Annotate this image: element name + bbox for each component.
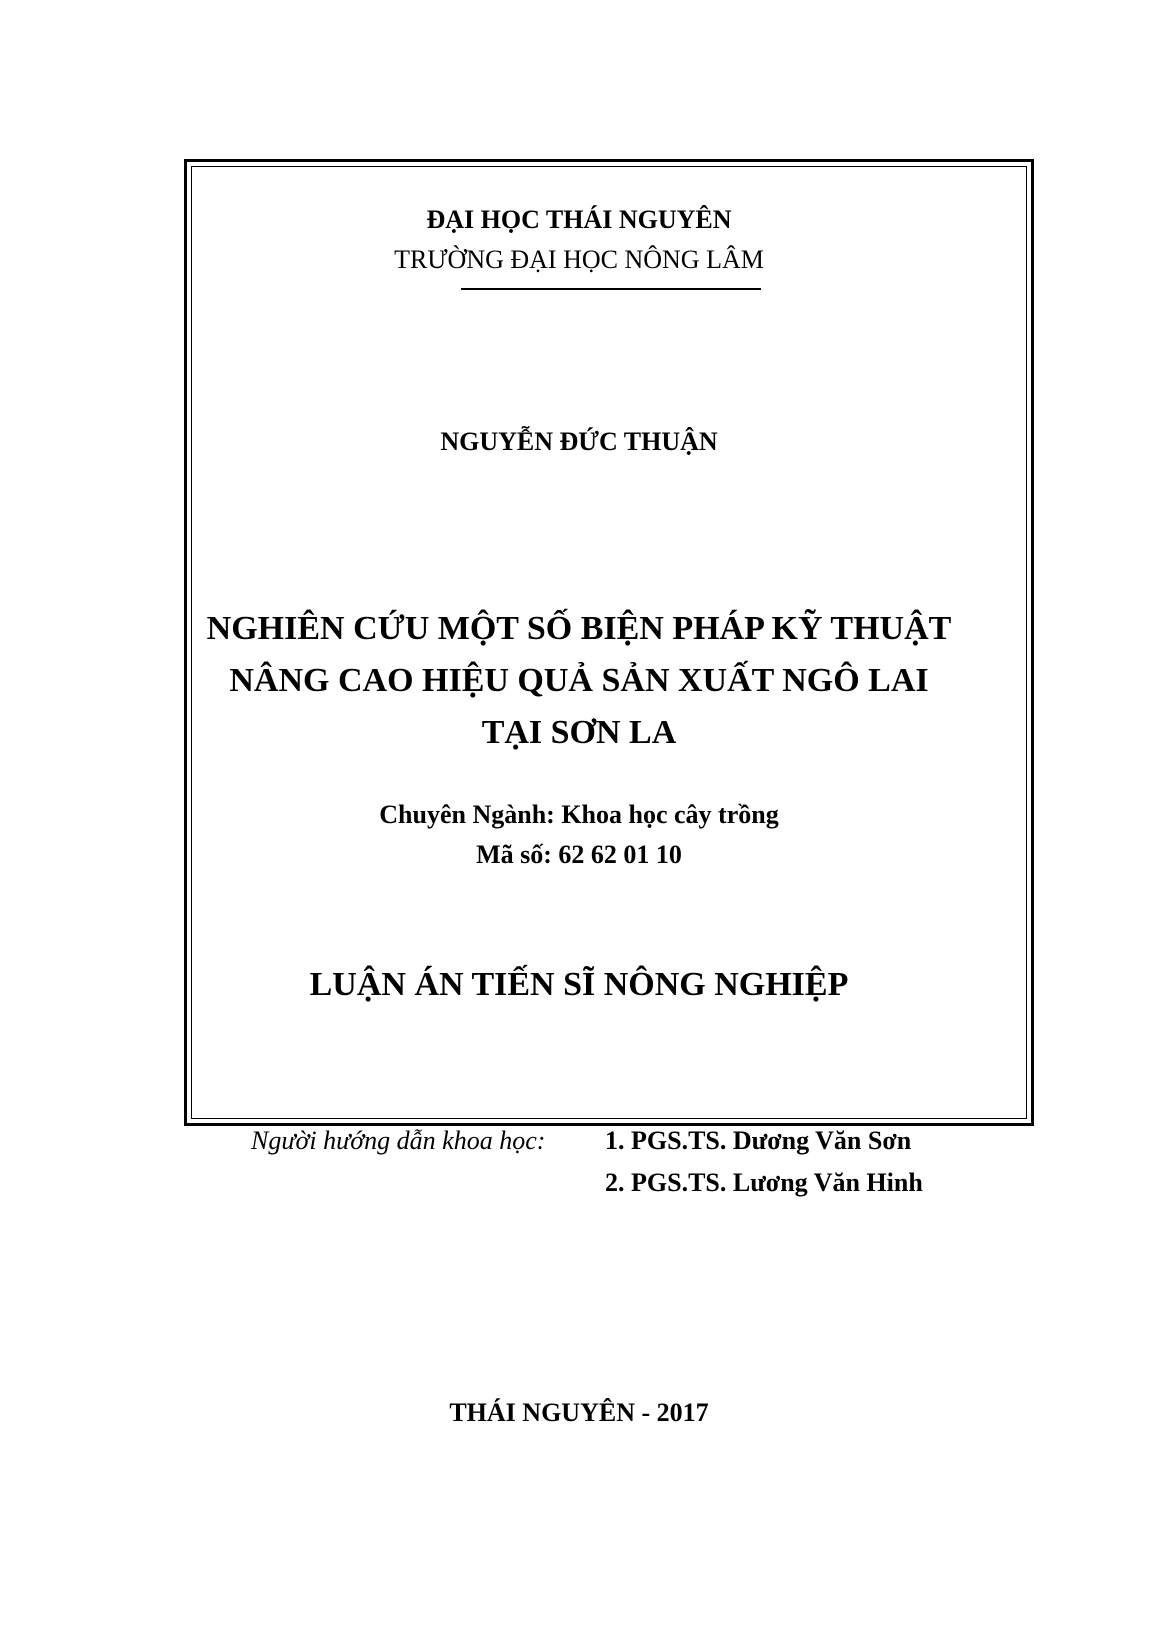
advisor-item: 1. PGS.TS. Dương Văn Sơn — [605, 1126, 912, 1155]
degree-title: LUẬN ÁN TIẾN SĨ NÔNG NGHIỆP — [309, 966, 849, 1003]
thesis-title-line-1: NGHIÊN CỨU MỘT SỐ BIỆN PHÁP KỸ THUẬT — [206, 610, 952, 647]
specialization-major: Chuyên Ngành: Khoa học cây trồng — [379, 800, 779, 829]
advisors-label: Người hướng dẫn khoa học: — [251, 1126, 546, 1155]
advisor-item: 2. PGS.TS. Lương Văn Hinh — [605, 1168, 923, 1197]
school-name: TRƯỜNG ĐẠI HỌC NÔNG LÂM — [394, 245, 764, 274]
thesis-title-line-3: TẠI SƠN LA — [481, 714, 677, 751]
university-name: ĐẠI HỌC THÁI NGUYÊN — [426, 205, 732, 234]
header-divider — [461, 288, 761, 290]
place-and-year: THÁI NGUYÊN - 2017 — [449, 1398, 709, 1427]
specialization-code: Mã số: 62 62 01 10 — [476, 840, 682, 869]
thesis-title-line-2: NÂNG CAO HIỆU QUẢ SẢN XUẤT NGÔ LAI — [229, 662, 929, 699]
author-name: NGUYỄN ĐỨC THUẬN — [440, 427, 718, 456]
